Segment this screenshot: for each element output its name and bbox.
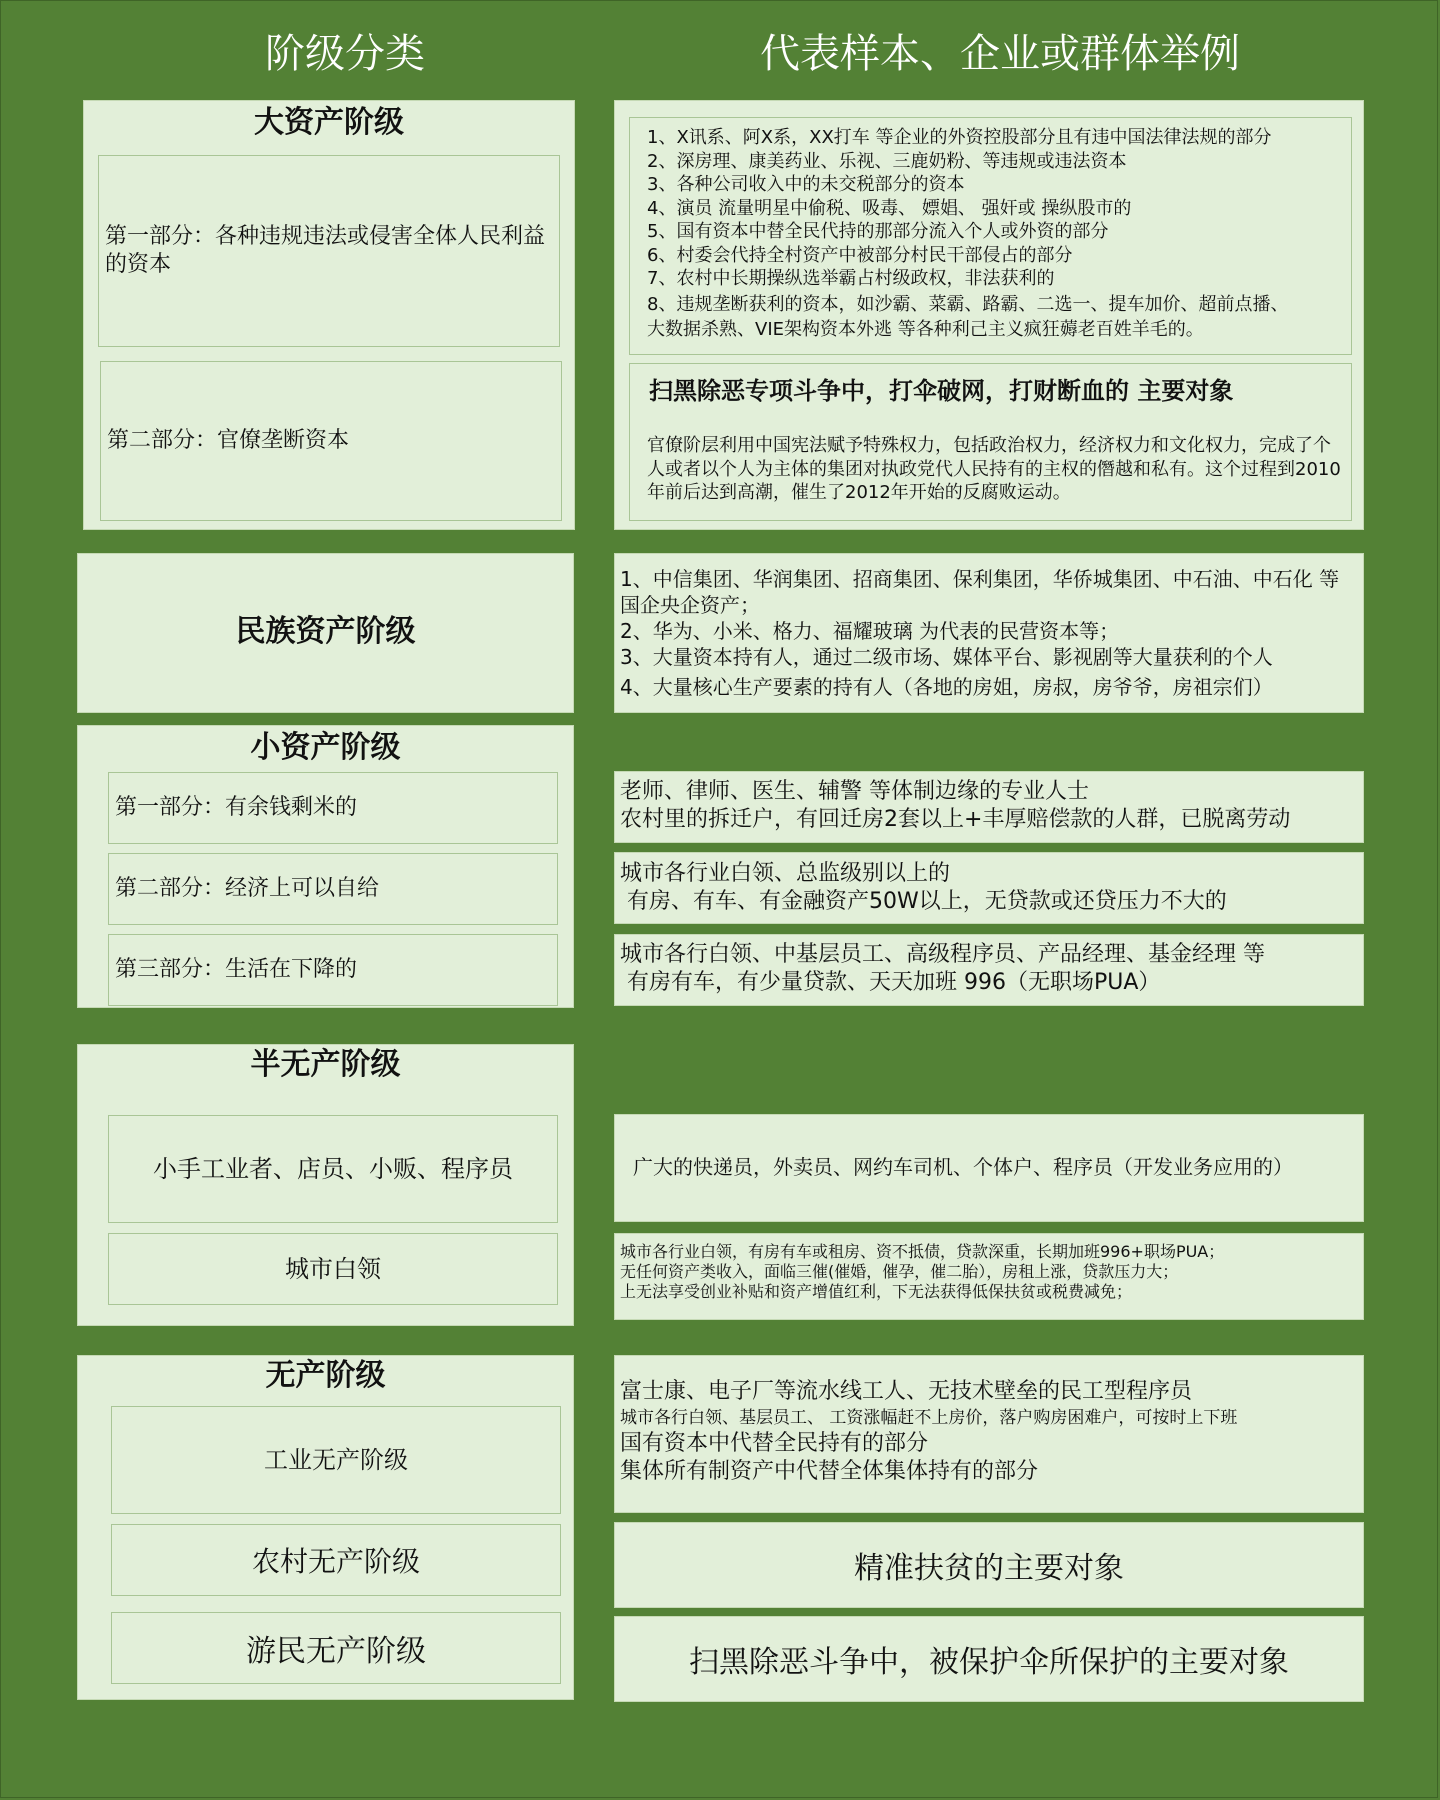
proletariat-ex3-text: 扫黑除恶斗争中，被保护伞所保护的主要对象 [689, 1645, 1289, 1680]
small-example1-box [614, 771, 1364, 843]
small-ex1-line1: 老师、律师、医生、辅警 等体制边缘的专业人士 [620, 779, 1089, 804]
big-example-8: 8、违规垄断获利的资本，如沙霸、菜霸、路霸、二选一、提车加价、超前点播、 [647, 293, 1289, 315]
big-example-6: 6、村委会代持全村资产中被部分村民干部侵占的部分 [647, 244, 1073, 266]
small-ex3-line1: 城市各行白领、中基层员工、高级程序员、产品经理、基金经理 等 [620, 942, 1265, 967]
semi-example1-box [614, 1114, 1364, 1222]
small-part1-text: 第一部分：有余钱剩米的 [115, 795, 358, 820]
semi-ex2-line3: 上无法享受创业补贴和资产增值红利，下无法获得低保扶贫或税费减免； [620, 1282, 1133, 1301]
semi-example2-box [614, 1233, 1364, 1320]
small-ex2-line2: 有房、有车、有金融资产50W以上，无贷款或还贷压力不大的 [620, 889, 1227, 914]
proletariat-ex2-text: 精准扶贫的主要对象 [854, 1551, 1124, 1586]
proletariat-part3-text: 游民无产阶级 [246, 1634, 426, 1669]
big-part1 [98, 155, 560, 347]
semi-part1 [108, 1115, 558, 1223]
semi-class-box [77, 1044, 574, 1326]
big-part2 [100, 361, 562, 521]
proletariat-ex1-line1: 富士康、电子厂等流水线工人、无技术壁垒的民工型程序员 [620, 1379, 1193, 1404]
big-example-1: 1、X讯系、阿X系，XX打车 等企业的外资控股部分且有违中国法律法规的部分 [647, 127, 1272, 148]
proletariat-class-box [77, 1355, 574, 1700]
big-part2-text: 第二部分：官僚垄断资本 [107, 428, 350, 453]
small-example3-box [614, 934, 1364, 1006]
small-part1 [108, 772, 558, 844]
big-class-title: 大资产阶级 [254, 105, 404, 140]
small-class-title: 小资产阶级 [250, 730, 401, 765]
proletariat-ex1-line3: 国有资本中代替全民持有的部分 [620, 1431, 929, 1456]
big-part1-text: 第一部分：各种违规违法或侵害全体人民利益的资本 [105, 224, 546, 277]
small-class-box [77, 725, 574, 1008]
big-target-title: 扫黑除恶专项斗争中，打伞破网，打财断血的 主要对象 [649, 377, 1234, 405]
small-part3 [108, 934, 558, 1006]
proletariat-part1 [111, 1406, 561, 1514]
big-example-5: 5、国有资本中替全民代持的那部分流入个人或外资的部分 [647, 221, 1109, 242]
national-example-3: 3、大量资本持有人，通过二级市场、媒体平台、影视剧等大量获利的个人 [620, 645, 1273, 669]
proletariat-part1-text: 工业无产阶级 [264, 1446, 408, 1474]
big-example-3: 3、各种公司收入中的未交税部分的资本 [647, 174, 965, 195]
national-examples-box [614, 553, 1364, 713]
small-part2 [108, 853, 558, 925]
semi-ex2-line1: 城市各行业白领，有房有车或租房、资不抵债，贷款深重，长期加班996+职场PUA； [620, 1242, 1225, 1261]
proletariat-ex1-line2: 城市各行白领、基层员工、 工资涨幅赶不上房价，落户购房困难户，可按时上下班 [620, 1408, 1238, 1428]
proletariat-example1-box [614, 1355, 1364, 1513]
small-ex3-line2: 有房有车，有少量贷款、天天加班 996（无职场PUA） [620, 970, 1161, 995]
proletariat-part2 [111, 1524, 561, 1596]
national-example-2: 2、华为、小米、格力、福耀玻璃 为代表的民营资本等； [620, 619, 1120, 643]
big-target-box [629, 363, 1352, 521]
semi-ex1-text: 广大的快递员，外卖员、网约车司机、个体户、程序员（开发业务应用的） [633, 1155, 1293, 1179]
small-part3-text: 第三部分：生活在下降的 [115, 957, 358, 982]
national-example-4: 4、大量核心生产要素的持有人（各地的房姐，房叔，房爷爷，房祖宗们） [620, 675, 1273, 699]
header-left: 阶级分类 [265, 31, 425, 77]
big-example-4: 4、演员 流量明星中偷税、吸毒、 嫖娼、 强奸或 操纵股市的 [647, 197, 1132, 219]
semi-part2-text: 城市白领 [285, 1255, 381, 1283]
national-class-box [77, 553, 574, 713]
big-class-box [83, 100, 575, 530]
big-examples-box [614, 100, 1364, 530]
semi-ex2-line2: 无任何资产类收入，面临三催(催婚，催孕，催二胎），房租上涨，贷款压力大； [620, 1262, 1179, 1281]
proletariat-class-title: 无产阶级 [265, 1358, 386, 1393]
proletariat-part3 [111, 1612, 561, 1684]
small-part2-text: 第二部分：经济上可以自给 [115, 876, 380, 901]
big-target-text: 官僚阶层利用中国宪法赋予特殊权力，包括政治权力，经济权力和文化权力，完成了个人或者以个人为主体的集团对执政党代人民持有的主权的僭越和私有。这个过程到2010年前后达到高潮，催生了2012年开始的反腐败运动。 [647, 435, 1341, 503]
big-examples-list [629, 117, 1352, 355]
header-right: 代表样本、企业或群体举例 [760, 31, 1240, 77]
proletariat-example3-box [614, 1616, 1364, 1702]
small-ex2-line1: 城市各行业白领、总监级别以上的 [620, 861, 951, 886]
big-example-7: 7、农村中长期操纵选举霸占村级政权，非法获利的 [647, 268, 1055, 289]
big-example-9: 大数据杀熟、VIE架构资本外逃 等各种利己主义疯狂薅老百姓羊毛的。 [647, 319, 1204, 340]
semi-part2 [108, 1233, 558, 1305]
semi-part1-text: 小手工业者、店员、小贩、程序员 [153, 1155, 513, 1183]
national-class-title: 民族资产阶级 [235, 614, 416, 649]
semi-class-title: 半无产阶级 [250, 1047, 401, 1082]
small-ex1-line2: 农村里的拆迁户，有回迁房2套以上+丰厚赔偿款的人群，已脱离劳动 [620, 807, 1291, 832]
big-example-2: 2、深房理、康美药业、乐视、三鹿奶粉、等违规或违法资本 [647, 150, 1127, 172]
proletariat-example2-box [614, 1522, 1364, 1608]
small-example2-box [614, 852, 1364, 924]
proletariat-part2-text: 农村无产阶级 [251, 1545, 420, 1578]
proletariat-ex1-line4: 集体所有制资产中代替全体集体持有的部分 [620, 1459, 1039, 1484]
national-example-1: 1、中信集团、华润集团、招商集团、保利集团，华侨城集团、中石油、中石化 等国企央企资产； [620, 567, 1340, 617]
